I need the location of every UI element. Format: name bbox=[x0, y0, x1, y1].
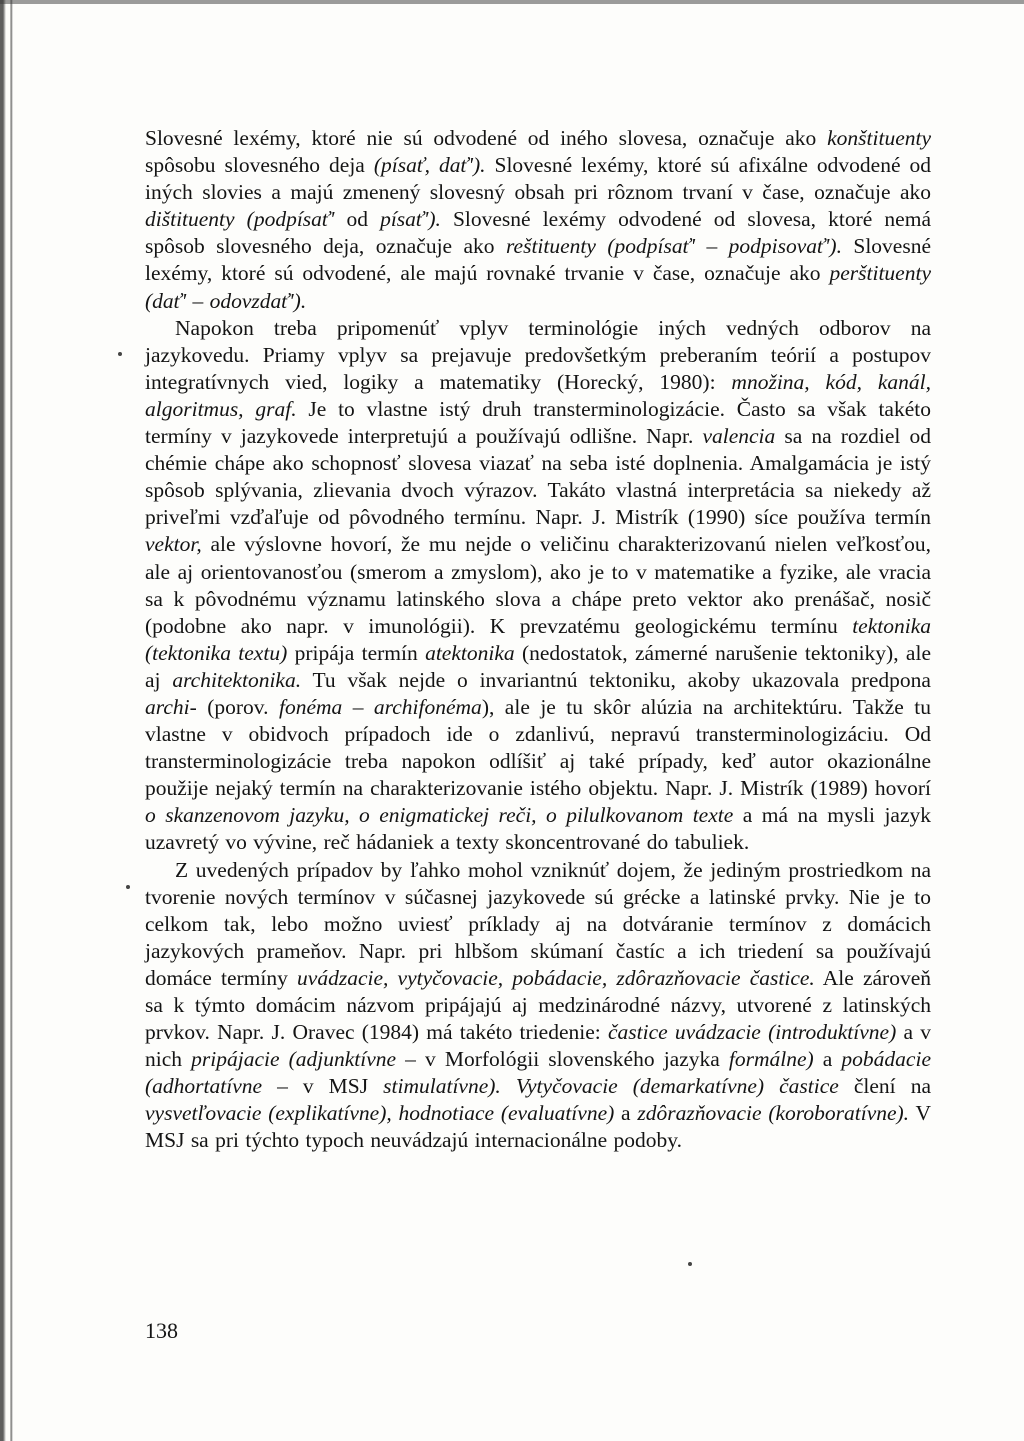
italic-term: valencia bbox=[702, 424, 776, 449]
italic-term: vektor, bbox=[145, 532, 202, 557]
italic-term: pobádacie (adhortatívne bbox=[145, 1047, 931, 1099]
text-run: a bbox=[614, 1101, 638, 1126]
italic-term: archi- bbox=[145, 694, 197, 719]
text-run: – v Morfológii slovenského jazyka bbox=[396, 1047, 729, 1072]
italic-term: zdôrazňovacie (koroboratívne). bbox=[637, 1101, 910, 1126]
paragraph-2 bbox=[145, 315, 931, 857]
italic-term: perštituenty (dať' – odovzdať'). bbox=[145, 261, 931, 313]
scan-noise bbox=[300, 1245, 900, 1255]
italic-term: (písať, dať'). bbox=[373, 153, 486, 178]
text-run: Slovesné lexémy, ktoré sú afixálne odvodené od iných slovies a majú zmenený slovesný obsah pri rôznom trvaní v čase, označuje ako bbox=[145, 153, 931, 205]
text-run: ale výslovne hovorí, že mu nejde o veličinu charakterizovanú nielen veľkosťou, ale aj orientovanosťou (smerom a zmyslom), ako je to v matematike a fyzike, ale vracia sa k pôvodnému významu latinského slova a chápe preto vektor ako prenášač, nosič (podobne ako napr. v imunológii). K prevzatému geologickému termínu bbox=[145, 532, 931, 638]
italic-term: pripájacie (adjunktívne bbox=[191, 1047, 397, 1072]
page-body bbox=[145, 125, 931, 1155]
text-run: spôsobu slovesného deja bbox=[145, 153, 374, 178]
page-number: 138 bbox=[145, 1318, 178, 1343]
text-run: Slovesné lexémy, ktoré sú odvodené, ale majú rovnaké trvanie v čase, označuje ako bbox=[145, 234, 932, 286]
text-run: Slovesné lexémy, ktoré nie sú odvodené od iného slovesa, označuje ako bbox=[145, 126, 828, 150]
scan-speck bbox=[118, 352, 122, 356]
paragraph-1 bbox=[145, 125, 931, 315]
text-run: a bbox=[813, 1047, 842, 1072]
text-run: a v nich bbox=[145, 1020, 931, 1072]
italic-term: reštituenty (podpísať' – podpisovať'). bbox=[505, 234, 842, 259]
italic-term: dištituenty (podpísať' bbox=[145, 207, 335, 232]
text-run: (nedostatok, zámerné narušenie tektoniky), ale aj bbox=[145, 640, 931, 692]
text-run: a má na mysli jazyk uzavretý vo vývine, reč hádaniek a texty skoncentrované do tabuliek. bbox=[145, 803, 932, 855]
text-run: Ale zároveň sa k týmto domácim názvom pripájajú aj medzinárodné názvy, utvorené z latinských prvkov. Napr. J. Oravec (1984) má takéto triedenie: bbox=[145, 965, 931, 1045]
italic-term: písať'). bbox=[380, 207, 441, 232]
scan-edge-left bbox=[0, 0, 18, 1441]
text-run: (porov. bbox=[196, 694, 279, 719]
text-run: sa na rozdiel od chémie chápe ako schopnosť slovesa viazať na seba isté doplnenia. Amalgamácia je istý spôsob splývania, zlievania dvoch výrazov. Takáto vlastná interpretácia sa niekedy až priveľmi vzďaľuje od pôvodného termínu. Napr. J. Mistrík (1990) síce používa termín bbox=[145, 424, 931, 530]
text-run: Je to vlastne istý druh transterminologizácie. Často sa však takéto termíny v jazykovede interpretujú a používajú odlišne. Napr. bbox=[145, 396, 931, 449]
scan-speck bbox=[126, 885, 130, 889]
italic-term: architektonika. bbox=[172, 667, 302, 692]
italic-term: uvádzacie, vytyčovacie, pobádacie, zdôrazňovacie častice. bbox=[297, 965, 815, 990]
italic-term: o skanzenovom jazyku, o enigmatickej reči, o pilulkovanom texte bbox=[145, 803, 734, 828]
scan-edge-top bbox=[0, 0, 1024, 4]
text-run: – v MSJ bbox=[262, 1074, 384, 1099]
scan-speck bbox=[688, 1262, 692, 1266]
italic-term: stimulatívne). Vytyčovacie (demarkatívne) častice bbox=[383, 1074, 839, 1099]
italic-term: vysvetľovacie (explikatívne), hodnotiace (evaluatívne) bbox=[145, 1101, 615, 1126]
text-run: Tu však nejde o invariantnú tektoniku, akoby ukazovala predpona bbox=[301, 667, 931, 692]
text-run: Napokon treba pripomenúť vplyv terminológie iných vedných odborov na jazykovedu. Priamy vplyv sa prejavuje predovšetkým preberaním teórií a postupov integratívnych vied, logiky a matematiky (Horecký, 1980): bbox=[145, 315, 931, 394]
italic-term: tektonika (tektonika textu) bbox=[145, 613, 931, 665]
italic-term: častice uvádzacie (introduktívne) bbox=[607, 1020, 897, 1045]
text-run: ), ale je tu skôr alúzia na architektúru. Takže tu vlastne v obidvoch prípadoch ide o zdanlivú, nepravú transterminologizáciu. Od transterminologizácie treba napokon odlíšiť aj také prípady, keď autor okazionálne použije nejaký termín na charakterizovanie istého objektu. Napr. J. Mistrík (1989) hovorí bbox=[145, 694, 931, 801]
italic-term: formálne) bbox=[728, 1047, 814, 1072]
italic-term: množina, kód, kanál, algoritmus, graf. bbox=[145, 369, 931, 421]
italic-term: fonéma – archifonéma bbox=[278, 694, 482, 719]
italic-term: konštituenty bbox=[827, 126, 931, 150]
text-run: V MSJ sa pri týchto typoch neuvádzajú internacionálne podoby. bbox=[145, 1101, 931, 1153]
text-run: člení na bbox=[838, 1074, 931, 1099]
text-run: pripája termín bbox=[287, 640, 426, 665]
text-run: Slovesné lexémy odvodené od slovesa, ktoré nemá spôsob slovesného deja, označuje ako bbox=[145, 207, 931, 259]
text-run: Z uvedených prípadov by ľahko mohol vzniknúť dojem, že jediným prostriedkom na tvorenie nových termínov v súčasnej jazykovede sú grécke a latinské prvky. Nie je to celkom tak, lebo možno uviesť príklady aj na dotváranie termínov z domácich jazykových prameňov. Napr. pri hlbšom skúmaní častíc a ich triedení sa používajú domáce termíny bbox=[145, 857, 931, 990]
paragraph-3 bbox=[145, 857, 931, 1155]
text-run: od bbox=[334, 207, 381, 232]
italic-term: atektonika bbox=[425, 640, 515, 665]
